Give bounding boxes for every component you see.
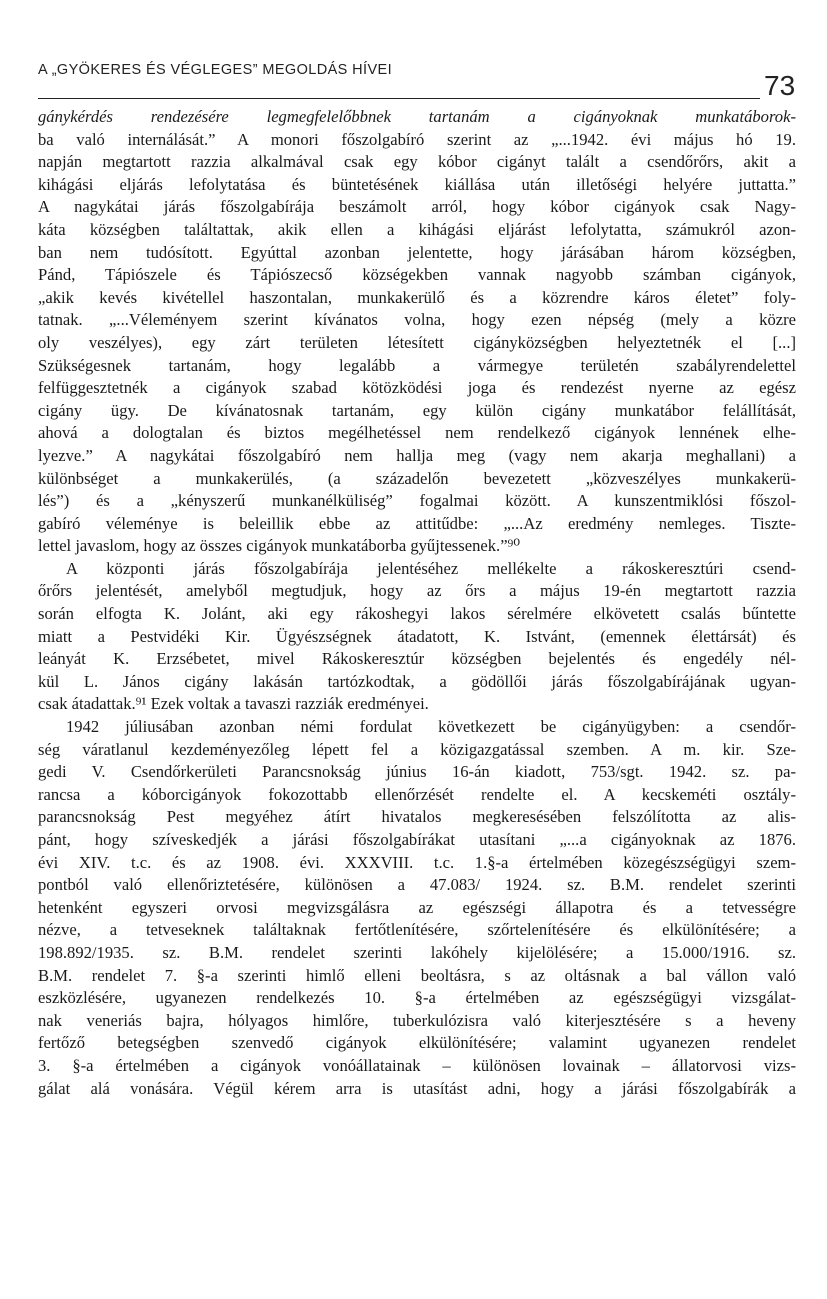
text-line: gabíró véleménye is beleillik ebbe az attitűdbe: „...Az eredmény nemleges. Tiszte-	[38, 513, 796, 533]
text-line: B.M. rendelet 7. §-a szerinti himlő elleni beoltásra, s az oltásnak a bal vállon való	[38, 965, 796, 985]
text-line: 1942 júliusában azonban némi fordulat következett be cigányügyben: a csendőr-	[66, 717, 796, 737]
page-number: 73	[764, 70, 796, 101]
text-line: során elfogta K. Jolánt, aki egy rákoshegyi lakos sérelmére elkövetett csalás bűntette	[38, 604, 796, 624]
text-line: nézve, a tetveseknek találtaknak fertőtlenítésére, szőrtelenítésére és elkülönítésére; a	[38, 920, 796, 940]
text-line: gánykérdés rendezésére legmegfelelőbbnek tartanám a cigányoknak munkatáborok-	[38, 107, 796, 126]
text-line: hetenként egyszeri orvosi megvizsgálásra az egészségi állapotra és a tetvességre	[38, 897, 796, 917]
text-line: leányát K. Erzsébetet, mivel Rákoskeresztúr községben bejelentés és engedély nél-	[38, 649, 796, 669]
text-line: gedi V. Csendőrkerületi Parancsnokság június 16-án kiadott, 753/sgt. 1942. sz. pa-	[38, 762, 796, 782]
text-line: gálat alá vonására. Végül kérem arra is utasítást adni, hogy a járási főszolgabírák a	[38, 1078, 796, 1098]
text-line: A nagykátai járás főszolgabírája beszámolt arról, hogy kóbor cigányok csak Nagy-	[38, 197, 796, 217]
text-line: lyezve.” A nagykátai főszolgabíró nem hallja meg (vagy nem akarja meghallani) a	[38, 445, 796, 465]
text-line: cigány ügy. De kívánatosnak tartanám, egy külön cigány munkatábor felállítását,	[38, 400, 796, 420]
text-line: ban nem tudósított. Egyúttal azonban jelentette, hogy járásában három községben,	[38, 242, 796, 262]
text-line: pánt, hogy szíveskedjék a járási főszolgabírákat utasítani „...a cigányoknak az 1876.	[38, 830, 796, 849]
text-line: napján megtartott razzia alkalmával csak egy kóbor cigányt talált a csendőrőrs, akit a	[38, 152, 796, 172]
text-line: lettel javaslom, hogy az összes cigányok munkatáborba gyűjtessenek.”⁹⁰	[38, 536, 520, 556]
text-line: évi XIV. t.c. és az 1908. évi. XXXVIII. t.c. 1.§-a értelmében közegészségügyi szem-	[38, 852, 796, 872]
body-text	[38, 106, 796, 1100]
text-line: felfüggesztetnék a cigányok szabad kötözködési joga és rendezést nyerne az egész	[38, 378, 796, 398]
text-line: nak veneriás bajra, hólyagos himlőre, tuberkulózisra való kiterjesztésére s a heveny	[38, 1010, 796, 1030]
text-line: miatt a Pestvidéki Kir. Ügyészségnek átadatott, K. Istvánt, (emennek élettársát) és	[38, 626, 796, 646]
text-line: rancsa a kóborcigányok fokozottabb ellenőrzését rendelte el. A kecskeméti osztály-	[38, 784, 796, 804]
text-line: káta községben találtattak, akik ellen a kihágási eljárást lefolytatta, számukról azon-	[38, 219, 796, 239]
text-line: eszközlésére, ugyanezen rendelkezés 10. §-a értelmében az egészségügyi vizsgálat-	[38, 988, 796, 1008]
text-line: fertőző betegségben szenvedő cigányok elkülönítésére; valamint ugyanezen rendelet	[38, 1033, 796, 1053]
text-line: lés”) és a „kényszerű munkanélküliség” fogalmai között. A kunszentmiklósi főszol-	[38, 491, 796, 511]
text-line: csak átadattak.⁹¹ Ezek voltak a tavaszi razziák eredményei.	[38, 694, 429, 714]
text-line: Pánd, Tápiószele és Tápiószecső községekben vannak nagyobb számban cigányok,	[38, 265, 796, 285]
book-page	[38, 58, 796, 1098]
text-line: ba való internálását.” A monori főszolgabíró szerint az „...1942. évi május hó 19.	[38, 129, 796, 149]
text-line: pontból való ellenőriztetésére, különösen a 47.083/ 1924. sz. B.M. rendelet szerinti	[38, 875, 796, 895]
text-line: ahová a dologtalan és biztos megélhetéssel nem rendelkező cigányok lennének elhe-	[38, 423, 796, 443]
text-line: oly veszélyes), egy zárt területen létesített cigányközségben helyeztetnék el [...]	[38, 332, 796, 352]
text-line: „akik kevés kivétellel haszontalan, munkakerülő és a közrendre káros életet” foly-	[38, 287, 796, 307]
text-line: 3. §-a értelmében a cigányok vonóállatainak – különösen lovainak – állatorvosi vizs-	[38, 1055, 796, 1075]
text-line: 198.892/1935. sz. B.M. rendelet szerinti lakóhely kijelölésére; a 15.000/1916. sz.	[38, 942, 796, 962]
text-line: kihágási eljárás lefolytatása és büntetésének kiállása után illetőségi helyére juttatta.”	[38, 174, 796, 194]
running-header	[38, 58, 760, 99]
text-line: Szükségesnek tartanám, hogy legalább a vármegye területén szabályrendelettel	[38, 355, 796, 375]
text-line: különbséget a munkakerülés, (a századelőn bevezetett „közveszélyes munkakerü-	[38, 468, 796, 488]
text-line: őrőrs jelentését, amelyből megtudjuk, hogy az őrs a május 19-én megtartott razzia	[38, 581, 796, 601]
text-line: A központi járás főszolgabírája jelentéséhez mellékelte a rákoskeresztúri csend-	[66, 558, 796, 578]
text-line: ség váratlanul kezdeményezőleg lépett fel a közigazgatással szemben. A m. kir. Sze-	[38, 739, 796, 759]
text-line: parancsnokság Pest megyéhez átírt hivatalos megkeresésében felszólította az alis-	[38, 807, 796, 827]
running-title: A „GYÖKERES ÉS VÉGLEGES” MEGOLDÁS HÍVEI	[38, 62, 393, 78]
text-line: tatnak. „...Véleményem szerint kívánatos volna, hogy ezen népség (mely a közre	[38, 310, 796, 330]
text-line: kül L. János cigány lakásán tartózkodtak, a gödöllői járás főszolgabírájának ugyan-	[38, 671, 796, 691]
